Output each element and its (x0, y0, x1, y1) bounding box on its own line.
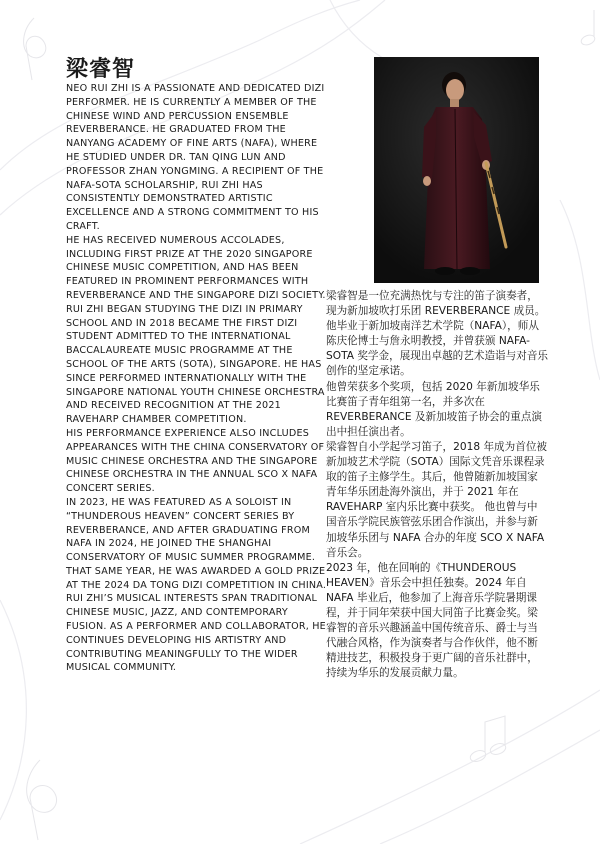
bio-zh-paragraph: 梁睿智是一位充满热忱与专注的笛子演奏者，现为新加坡吹打乐团 REVERBERANCE 成员。他毕业于新加坡南洋艺术学院（NAFA），师从陈庆伦博士与詹永明教授，并曾获颁 NAFA-SOTA 奖学金，展现出卓越的艺术造诣与对音乐创作的坚定承诺。 (326, 290, 549, 378)
treble-clef-icon (27, 760, 57, 840)
portrait-photo (374, 57, 539, 283)
page-title: 梁睿智 (66, 57, 136, 82)
treble-clef-icon (24, 18, 46, 80)
bio-en-paragraph: RUI ZHI BEGAN STUDYING THE DIZI IN PRIMARY SCHOOL AND IN 2018 BECAME THE FIRST DIZI STUDENT ADMITTED TO THE INTERNATIONAL BACCALAUREATE MUSIC PROGRAMME AT THE SCHOOL OF THE ARTS (SOTA), SINGAPORE. HE HAS SINCE PERFORMED INTERNATIONALLY WITH THE SINGAPORE NATIONAL YOUTH CHINESE ORCHESTRA AND RECEIVED RECOGNITION AT THE 2021 RAVEHARP CHAMBER COMPETITION. (66, 303, 325, 426)
bio-english (66, 82, 328, 675)
bio-en-paragraph: IN 2023, HE WAS FEATURED AS A SOLOIST IN “THUNDEROUS HEAVEN” CONCERT SERIES BY REVERBERANCE, AND AFTER GRADUATING FROM NAFA IN 2024, HE JOINED THE SHANGHAI CONSERVATORY OF MUSIC SUMMER PROGRAMME. THAT SAME YEAR, HE WAS AWARDED A GOLD PRIZE AT THE 2024 DA TONG DIZI COMPETITION IN CHINA. RUI ZHI’S MUSICAL INTERESTS SPAN TRADITIONAL CHINESE MUSIC, JAZZ, AND CONTEMPORARY FUSION. AS A PERFORMER AND COLLABORATOR, HE CONTINUES DEVELOPING HIS ARTISTRY AND CONTRIBUTING MEANINGFULLY TO THE WIDER MUSICAL COMMUNITY. (66, 496, 327, 674)
performer-figure (374, 57, 539, 283)
music-note-icon (469, 749, 487, 764)
bio-zh-paragraph: 他曾荣获多个奖项，包括 2020 年新加坡华乐比赛笛子青年组第一名，并多次在 REVERBERANCE 及新加坡笛子协会的重点演出中担任演出者。 (326, 380, 543, 438)
bio-en-paragraph: HE HAS RECEIVED NUMEROUS ACCOLADES, INCLUDING FIRST PRIZE AT THE 2020 SINGAPORE CHINESE MUSIC COMPETITION, AND HAS BEEN FEATURED IN PROMINENT PERFORMANCES WITH REVERBERANCE AND THE SINGAPORE DIZI SOCIETY. (66, 234, 326, 301)
bio-chinese (326, 289, 548, 681)
bio-zh-paragraph: 2023 年，他在回响的《THUNDEROUS HEAVEN》音乐会中担任独奏。2024 年自 NAFA 毕业后，他参加了上海音乐学院暑期课程，并于同年荣获中国大同笛子比赛金奖。梁睿智的音乐兴趣涵盖中国传统音乐、爵士与当代融合风格，作为演奏者与合作伙伴，他不断精进技艺，积极投身于更广阔的音乐社群中，持续为华乐的发展贡献力量。 (326, 561, 538, 680)
bio-en-paragraph: HIS PERFORMANCE EXPERIENCE ALSO INCLUDES APPEARANCES WITH THE CHINA CONSERVATORY OF MUSIC CHINESE ORCHESTRA AND THE SINGAPORE CHINESE ORCHESTRA IN THE ANNUAL SCO X NAFA CONCERT SERIES. (66, 427, 325, 495)
bio-zh-paragraph: 梁睿智自小学起学习笛子，2018 年成为首位被新加坡艺术学院（SOTA）国际文凭音乐课程录取的笛子主修学生。其后，他曾随新加坡国家青年华乐团赴海外演出，并于 2021 年在 RAVEHARP 室内乐比赛中获奖。 他也曾与中国音乐学院民族管弦乐团合作演出，并参与新加坡华乐团与 NAFA 合办的年度 SCO X NAFA 音乐会。 (326, 440, 548, 559)
bio-en-paragraph: NEO RUI ZHI IS A PASSIONATE AND DEDICATED DIZI PERFORMER. HE IS CURRENTLY A MEMBER OF THE CHINESE WIND AND PERCUSSION ENSEMBLE REVERBERANCE. HE GRADUATED FROM THE NANYANG ACADEMY OF FINE ARTS (NAFA), WHERE HE STUDIED UNDER DR. TAN QING LUN AND PROFESSOR ZHAN YONGMING. A RECIPIENT OF THE NAFA-SOTA SCHOLARSHIP, RUI ZHI HAS CONSISTENTLY DEMONSTRATED ARTISTIC EXCELLENCE AND A STRONG COMMITMENT TO HIS CRAFT. (66, 83, 325, 232)
